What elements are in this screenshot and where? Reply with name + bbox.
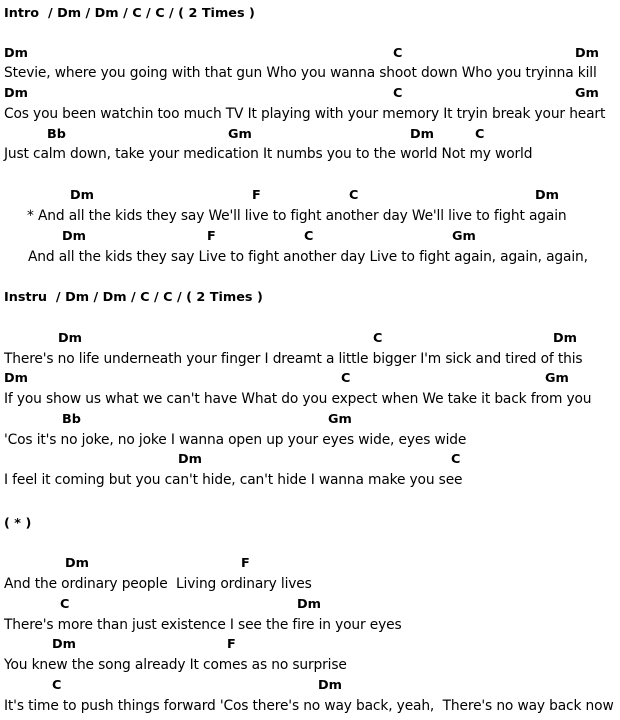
lyric-line: If you show us what we can't have What do you expect when We take it back from you bbox=[4, 391, 592, 407]
chord: Dm bbox=[4, 371, 28, 386]
lyric-line: I feel it coming but you can't hide, can't hide I wanna make you see bbox=[4, 472, 463, 488]
chord: Dm bbox=[178, 452, 202, 467]
chord: C bbox=[393, 86, 403, 101]
chord: C bbox=[304, 229, 314, 244]
chord: C bbox=[349, 188, 359, 203]
chord: C bbox=[60, 597, 70, 612]
chord: C bbox=[393, 46, 403, 61]
chord: F bbox=[252, 188, 261, 203]
lyric-line: * And all the kids they say We'll live to fight another day We'll live to fight again bbox=[27, 208, 567, 224]
chord: C bbox=[373, 331, 383, 346]
lyric-line: There's no life underneath your finger I dreamt a little bigger I'm sick and tired of this bbox=[4, 351, 583, 367]
lyric-line: You knew the song already It comes as no surprise bbox=[4, 657, 347, 673]
lyric-line: 'Cos it's no joke, no joke I wanna open up your eyes wide, eyes wide bbox=[4, 432, 467, 448]
chord: Dm bbox=[70, 188, 94, 203]
lyric-line: Just calm down, take your medication It numbs you to the world Not my world bbox=[4, 146, 533, 162]
chord: Gm bbox=[545, 371, 569, 386]
chord: Dm bbox=[58, 331, 82, 346]
lyric-line: Cos you been watchin too much TV It playing with your memory It tryin break your heart bbox=[4, 106, 606, 122]
chord: Dm bbox=[553, 331, 577, 346]
chord: Bb bbox=[47, 127, 66, 142]
chorus-reference: ( * ) bbox=[4, 516, 32, 531]
intro-label: Intro / Dm / Dm / C / C / ( 2 Times ) bbox=[4, 6, 255, 21]
chord: C bbox=[475, 127, 485, 142]
chord: C bbox=[52, 678, 62, 693]
chord: Dm bbox=[318, 678, 342, 693]
chord: Dm bbox=[410, 127, 434, 142]
lyric-line: Stevie, where you going with that gun Who you wanna shoot down Who you tryinna kill bbox=[4, 65, 597, 81]
chord: C bbox=[451, 452, 461, 467]
chord: Bb bbox=[62, 412, 81, 427]
chord: Dm bbox=[52, 637, 76, 652]
lyric-line: It's time to push things forward 'Cos there's no way back, yeah, There's no way back now bbox=[4, 698, 614, 714]
chord: Dm bbox=[4, 86, 28, 101]
chord: Dm bbox=[575, 46, 599, 61]
lyric-line: And the ordinary people Living ordinary lives bbox=[4, 576, 312, 592]
lyric-line: And all the kids they say Live to fight another day Live to fight again, again, again, bbox=[28, 249, 588, 265]
chord: Dm bbox=[62, 229, 86, 244]
chord: F bbox=[227, 637, 236, 652]
chord: C bbox=[341, 371, 351, 386]
chord: Gm bbox=[575, 86, 599, 101]
chord: Dm bbox=[535, 188, 559, 203]
instru-label: Instru / Dm / Dm / C / C / ( 2 Times ) bbox=[4, 290, 263, 305]
chord: Gm bbox=[452, 229, 476, 244]
lyric-line: There's more than just existence I see the fire in your eyes bbox=[4, 617, 402, 633]
chord: Dm bbox=[4, 46, 28, 61]
chord: F bbox=[241, 556, 250, 571]
chord: Dm bbox=[65, 556, 89, 571]
chord: F bbox=[207, 229, 216, 244]
chord: Gm bbox=[328, 412, 352, 427]
chord: Gm bbox=[228, 127, 252, 142]
chord: Dm bbox=[297, 597, 321, 612]
